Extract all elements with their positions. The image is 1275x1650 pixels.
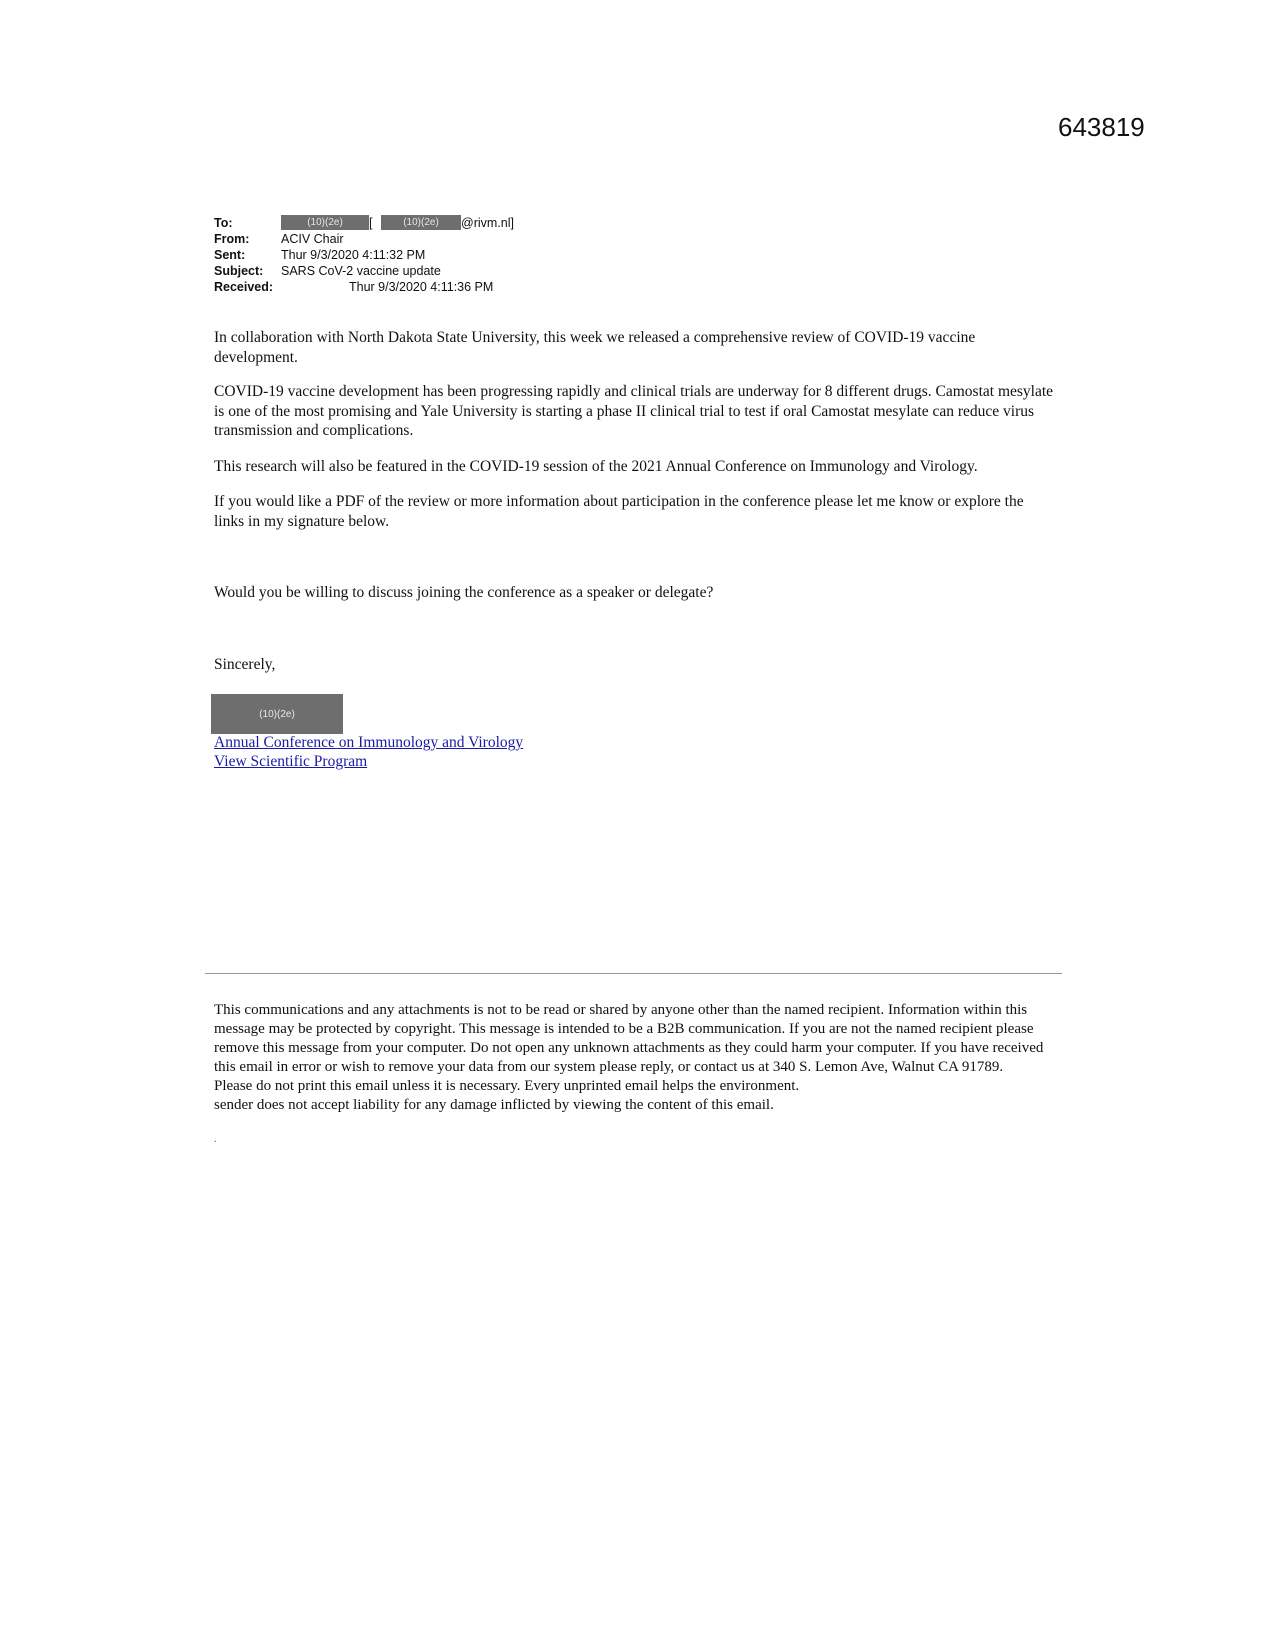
disclaimer: This communications and any attachments is not to be read or shared by anyone other than the named recipient. Information within this message may be protected by copyright. This message is intended to be a B2B communication. If you are not the named recipient please remove this message from your computer. Do not open any unknown attachments as they could harm your computer. If you have received this email in error or wish to remove your data from our system please reply, or contact us at 340 S. Lemon Ave, Walnut CA 91789. bbox=[214, 1002, 1044, 1075]
body-paragraph: In collaboration with North Dakota State University, this week we released a comprehensive review of COVID-19 vaccine development. bbox=[214, 329, 976, 366]
body-question: Would you be willing to discuss joining the conference as a speaker or delegate? bbox=[214, 584, 714, 601]
program-link[interactable]: View Scientific Program bbox=[214, 753, 368, 770]
signature-redaction: (10)(2e) bbox=[211, 694, 343, 734]
closing: Sincerely, bbox=[214, 655, 276, 673]
trailing-mark: . bbox=[214, 1134, 217, 1145]
email-body bbox=[214, 328, 1054, 674]
subject-value: SARS CoV-2 vaccine update bbox=[281, 264, 441, 278]
to-domain: @rivm.nl] bbox=[461, 216, 514, 230]
body-paragraph: COVID-19 vaccine development has been progressing rapidly and clinical trials are underway for 8 different drugs. Camostat mesylate is one of the most promising and Yale University is starting a phase II clinical trial to test if oral Camostat mesylate can reduce virus transmission and complications. bbox=[214, 383, 1054, 439]
from-label: From: bbox=[214, 232, 250, 246]
liability-notice: sender does not accept liability for any damage inflicted by viewing the content of this email. bbox=[214, 1097, 774, 1113]
subject-label: Subject: bbox=[214, 264, 264, 278]
from-value: ACIV Chair bbox=[281, 232, 344, 246]
sent-value: Thur 9/3/2020 4:11:32 PM bbox=[281, 248, 426, 262]
email-footer bbox=[214, 1001, 1064, 1115]
redaction-box: (10)(2e) bbox=[281, 215, 369, 230]
to-bracket: [ bbox=[369, 216, 373, 230]
print-notice: Please do not print this email unless it is necessary. Every unprinted email helps the environment. bbox=[214, 1078, 800, 1094]
body-paragraph: If you would like a PDF of the review or more information about participation in the conference please let me know or explore the links in my signature below. bbox=[214, 493, 1024, 530]
footer-divider bbox=[205, 973, 1062, 974]
to-label: To: bbox=[214, 216, 233, 230]
conference-link[interactable]: Annual Conference on Immunology and Virology bbox=[214, 734, 524, 751]
body-paragraph: This research will also be featured in the COVID-19 session of the 2021 Annual Conference on Immunology and Virology. bbox=[214, 457, 978, 475]
redaction-box: (10)(2e) bbox=[381, 215, 461, 230]
received-value: Thur 9/3/2020 4:11:36 PM bbox=[349, 280, 494, 294]
to-value bbox=[281, 215, 514, 231]
signature-links bbox=[214, 733, 523, 771]
received-label: Received: bbox=[214, 280, 274, 294]
sent-label: Sent: bbox=[214, 248, 246, 262]
document-id: 643819 bbox=[1058, 112, 1145, 142]
